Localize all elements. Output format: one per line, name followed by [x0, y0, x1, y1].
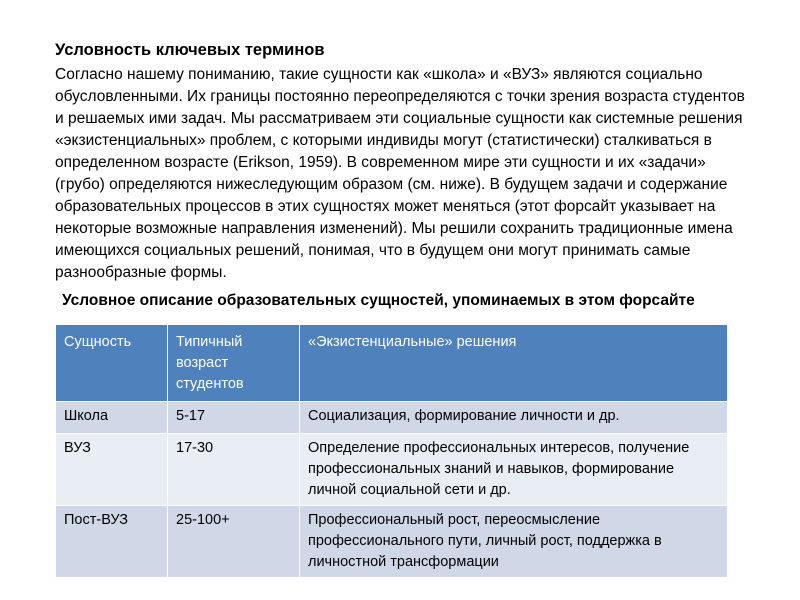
column-header-entity: Сущность: [56, 325, 168, 402]
table-caption: Условное описание образовательных сущностей, упоминаемых в этом форсайте: [62, 292, 695, 309]
table-cell-entity: Пост-ВУЗ: [56, 506, 168, 578]
column-header-solutions: «Экзистенциальные» решения: [300, 325, 728, 402]
table-cell-solutions: Определение профессиональных интересов, получение профессиональных знаний и навыков, формирование личной социальной сети и др.: [300, 434, 728, 506]
table-cell-age: 25-100+: [168, 506, 300, 578]
section-heading: Условность ключевых терминов: [55, 41, 325, 59]
entities-table: [55, 324, 728, 578]
table-row-post-university: [56, 506, 728, 578]
table-cell-entity: ВУЗ: [56, 434, 168, 506]
table-row-university: [56, 434, 728, 506]
table-cell-solutions: Социализация, формирование личности и др.: [300, 402, 728, 434]
column-header-age: Типичный возраст студентов: [168, 325, 300, 402]
table-row-school: [56, 402, 728, 434]
table-cell-age: 5-17: [168, 402, 300, 434]
table-cell-age: 17-30: [168, 434, 300, 506]
table-cell-entity: Школа: [56, 402, 168, 434]
table-header-row: [56, 325, 728, 402]
table-cell-solutions: Профессиональный рост, переосмысление профессионального пути, личный рост, поддержка в личностной трансформации: [300, 506, 728, 578]
body-paragraph: Согласно нашему пониманию, такие сущности как «школа» и «ВУЗ» являются социально обусловленными. Их границы постоянно переопределяются с точки зрения возраста студентов и решаемых ими задач. Мы рассматриваем эти социальные сущности как системные решения «экзистенциальных» проблем, с которыми индивиды могут (статистически) сталкиваться в определенном возрасте (Erikson, 1959). В современном мире эти сущности и их «задачи» (грубо) определяются нижеследующим образом (см. ниже). В будущем задачи и содержание образовательных процессов в этих сущностях может меняться (этот форсайт указывает на некоторые возможные направления изменений). Мы решили сохранить традиционные имена имеющихся социальных решений, понимая, что в будущем они могут принимать самые разнообразные формы.: [55, 66, 745, 281]
